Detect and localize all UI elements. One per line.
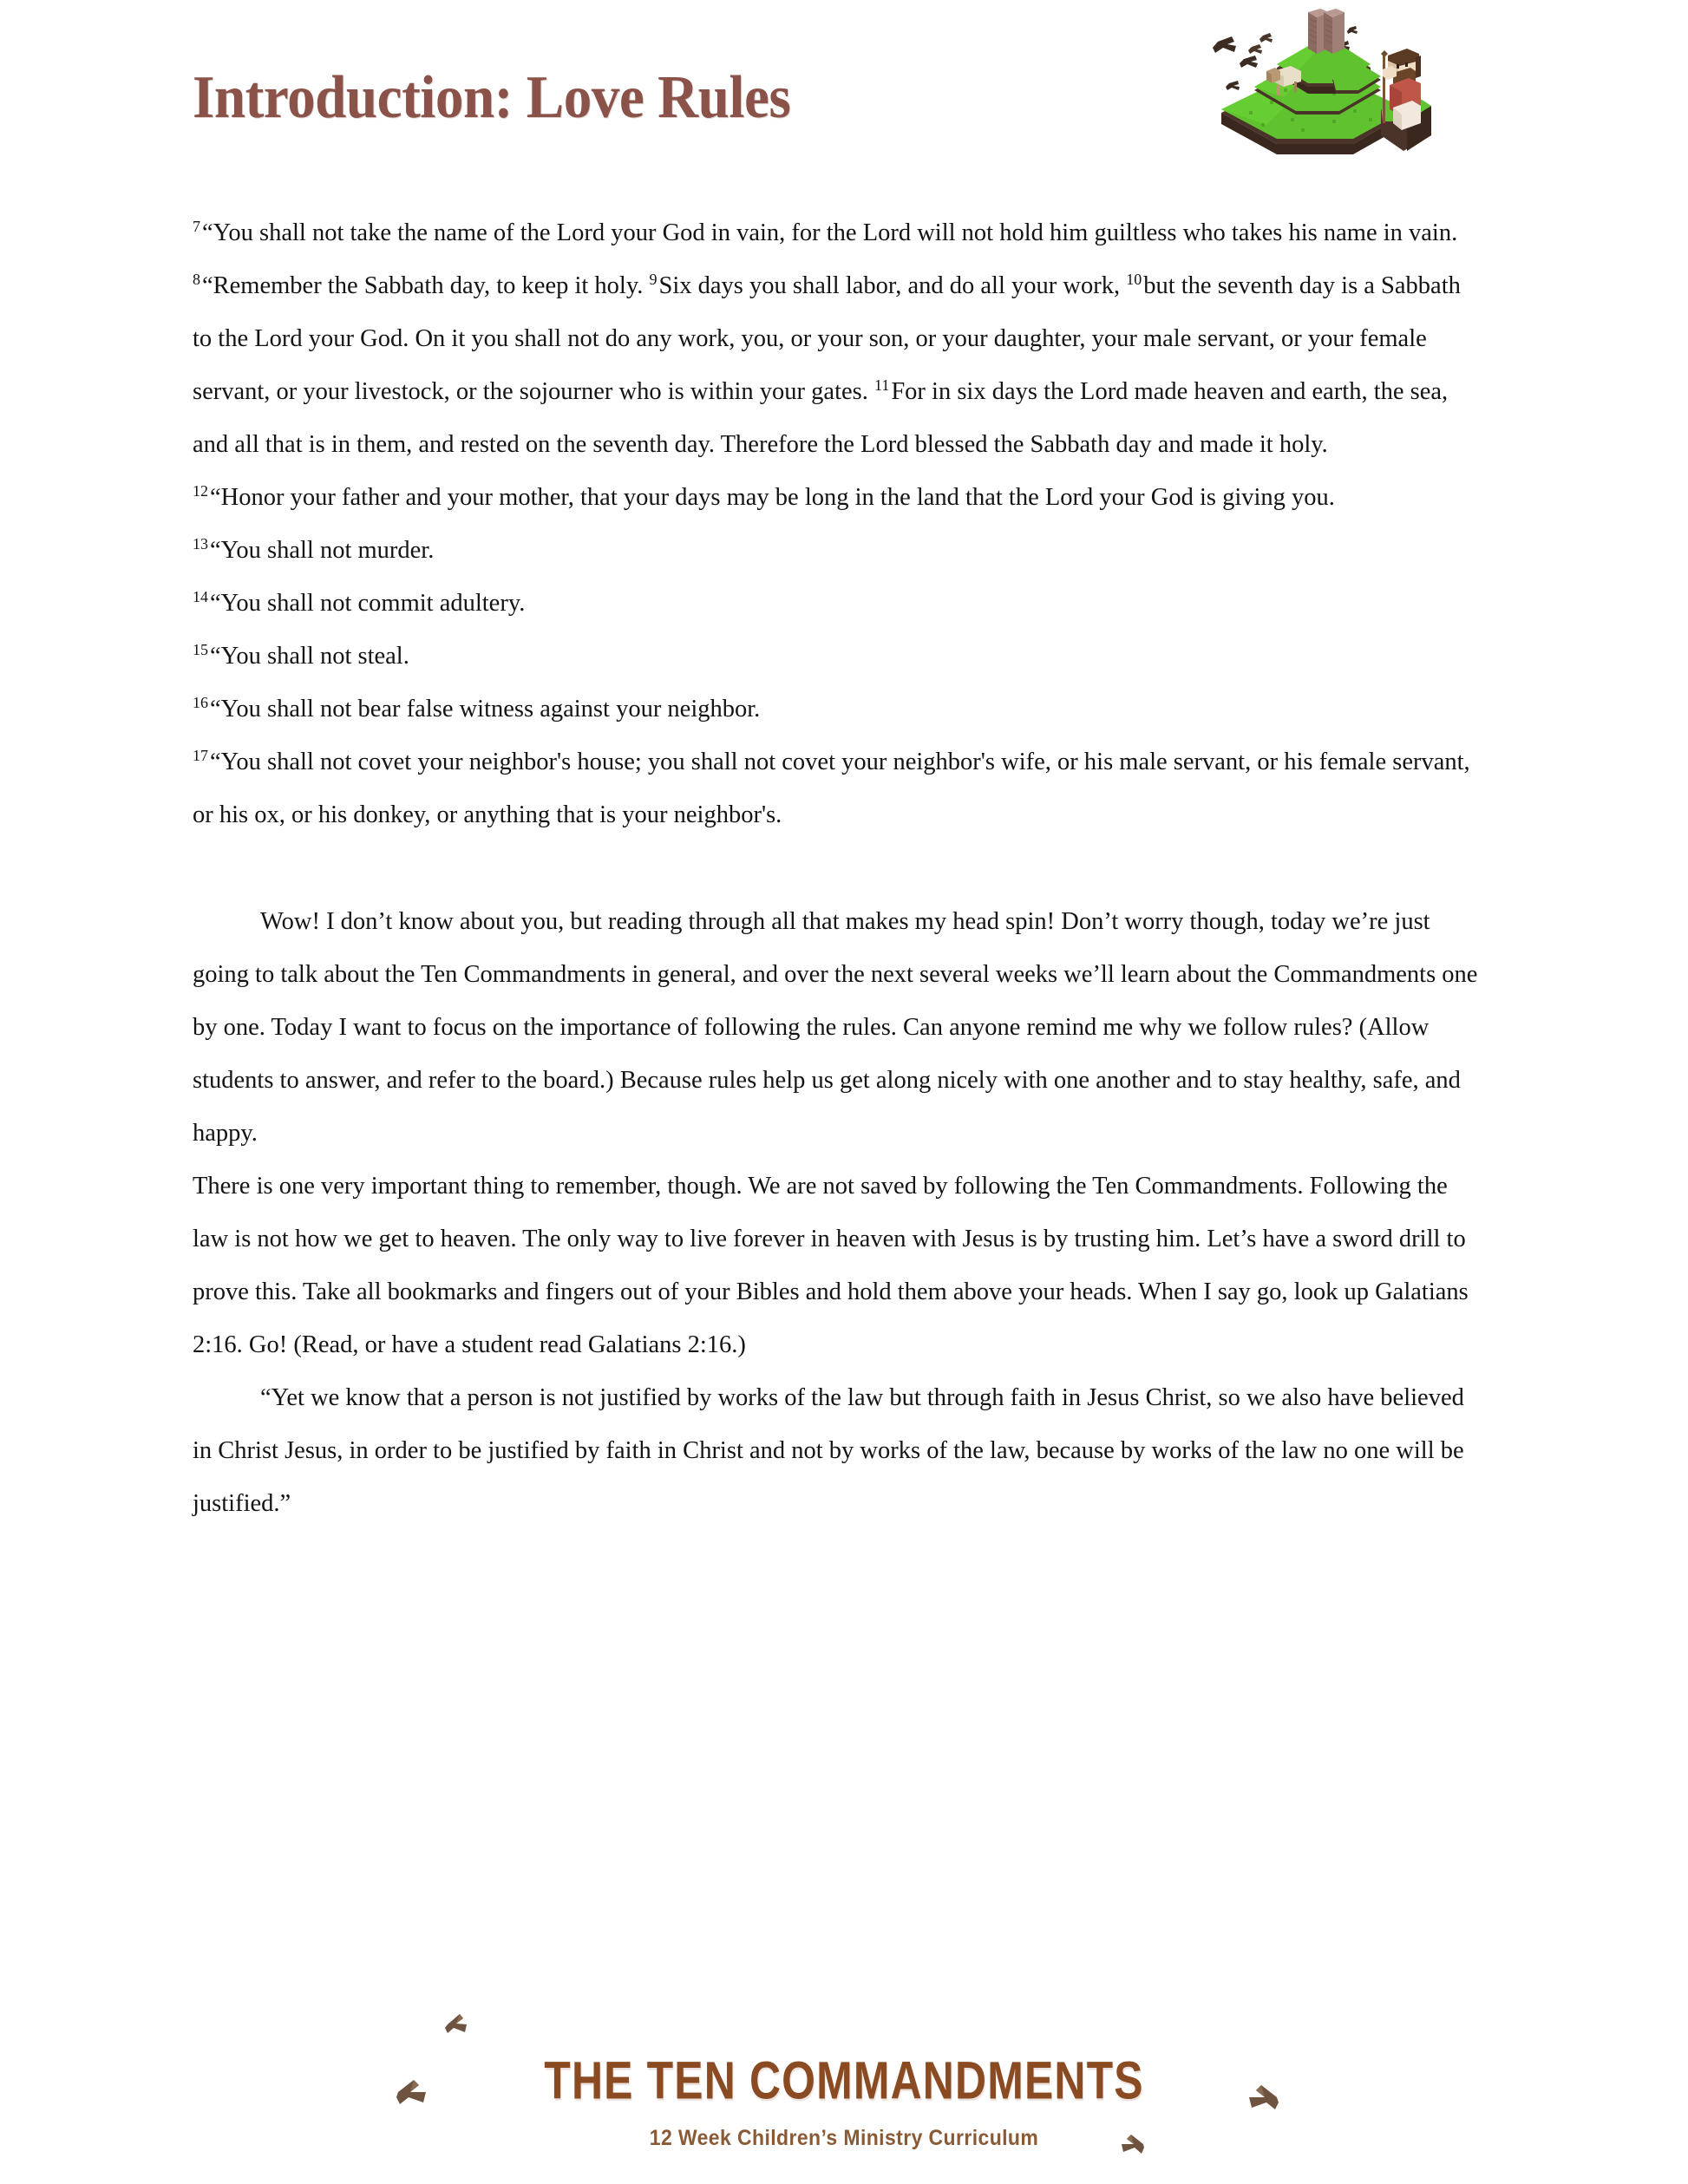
bird-icon xyxy=(1213,36,1236,53)
document-body xyxy=(0,206,1688,1530)
verse-text: “Honor your father and your mother, that your days may be long in the land that the Lord your God is giving you. xyxy=(210,484,1335,511)
verse-text: Six days you shall labor, and do all your work, xyxy=(658,272,1121,299)
verse-text: “You shall not bear false witness against your neighbor. xyxy=(210,696,761,723)
verse-number: 9 xyxy=(649,270,658,288)
verse-paragraph xyxy=(193,630,1485,683)
bird-icon xyxy=(1226,81,1240,90)
logo-title: THE TEN COMMANDMENTS xyxy=(544,2051,1144,2111)
narrative-paragraph: Wow! I don’t know about you, but reading through all that makes my head spin! Don’t worry though, today we’re just going to talk about the Ten Commandments in general, and over the next several weeks we’ll learn about the Commandments one by one. Today I want to focus on the importance of following the rules. Can anyone remind me why we follow rules? (Allow students to answer, and refer to the board.) Because rules help us get along nicely with one another and to stay healthy, safe, and happy. xyxy=(193,908,1478,1147)
verse-number: 11 xyxy=(873,376,890,394)
verse-number: 15 xyxy=(193,640,208,658)
page-header xyxy=(0,0,1688,186)
page-title: Introduction: Love Rules xyxy=(193,64,791,131)
verse-number: 16 xyxy=(193,693,208,711)
bird-icon xyxy=(1259,33,1273,43)
verse-text: “Remember the Sabbath day, to keep it holy. xyxy=(202,272,644,299)
verse-paragraph xyxy=(193,206,1485,259)
verse-number: 12 xyxy=(193,481,208,500)
narrative-block xyxy=(193,841,1485,1530)
verse-number: 10 xyxy=(1126,270,1142,288)
scripture-quotation-block xyxy=(193,206,1485,841)
verse-paragraph xyxy=(193,683,1485,736)
verse-text: “You shall not steal. xyxy=(210,643,409,670)
verse-text: “You shall not murder. xyxy=(210,537,435,564)
verse-number: 17 xyxy=(193,746,208,764)
verse-text: “You shall not commit adultery. xyxy=(210,590,526,617)
bird-icon xyxy=(1347,26,1358,34)
verse-number: 7 xyxy=(193,217,200,235)
page-footer xyxy=(0,1979,1688,2179)
verse-number: 14 xyxy=(193,587,208,605)
verse-paragraph xyxy=(193,471,1485,524)
verse-number: 8 xyxy=(193,270,200,288)
bird-icon xyxy=(1248,44,1262,54)
curriculum-logo xyxy=(0,1979,1688,2179)
verse-paragraph xyxy=(193,524,1485,577)
verse-paragraph xyxy=(193,259,1485,471)
logo-subtitle: 12 Week Children’s Ministry Curriculum xyxy=(649,2125,1039,2150)
stone-tablets-icon xyxy=(1308,9,1345,54)
verse-text: but the seventh day is a Sabbath to the Lord your God. On it you shall not do any work, you, or your son, or your daughter, your male servant, or your female servant, or your livestock, or the sojourner who is within your gates. xyxy=(193,272,1461,405)
mount-sinai-voxel-illustration xyxy=(1180,7,1475,185)
bird-icon xyxy=(442,2004,482,2043)
bird-icon xyxy=(1240,56,1258,68)
verse-text: For in six days the Lord made heaven and earth, the sea, and all that is in them, and rested on the seventh day. Therefore the Lord blessed the Sabbath day and made it holy. xyxy=(193,378,1449,458)
narrative-paragraph: There is one very important thing to remember, though. We are not saved by following the Ten Commandments. Following the law is not how we get to heaven. The only way to live forever in heaven with Jesus is by trusting him. Let’s have a sword drill to prove this. Take all bookmarks and fingers out of your Bibles and hold them above your heads. When I say go, look up Galatians 2:16. Go! (Read, or have a student read Galatians 2:16.) xyxy=(193,1173,1469,1358)
verse-paragraph xyxy=(193,577,1485,630)
narrative-paragraph: “Yet we know that a person is not justified by works of the law but through faith in Jesus Christ, so we also have believed in Christ Jesus, in order to be justified by faith in Christ and not by works of the law, because by works of the law no one will be justified.” xyxy=(193,1384,1464,1517)
verse-paragraph xyxy=(193,736,1485,841)
verse-number: 13 xyxy=(193,534,208,553)
verse-text: “You shall not covet your neighbor's house; you shall not covet your neighbor's wife, or his male servant, or his female servant, or his ox, or his donkey, or anything that is your neighbor's. xyxy=(193,749,1470,828)
verse-text: “You shall not take the name of the Lord your God in vain, for the Lord will not hold him guiltless who takes his name in vain. xyxy=(202,219,1458,246)
